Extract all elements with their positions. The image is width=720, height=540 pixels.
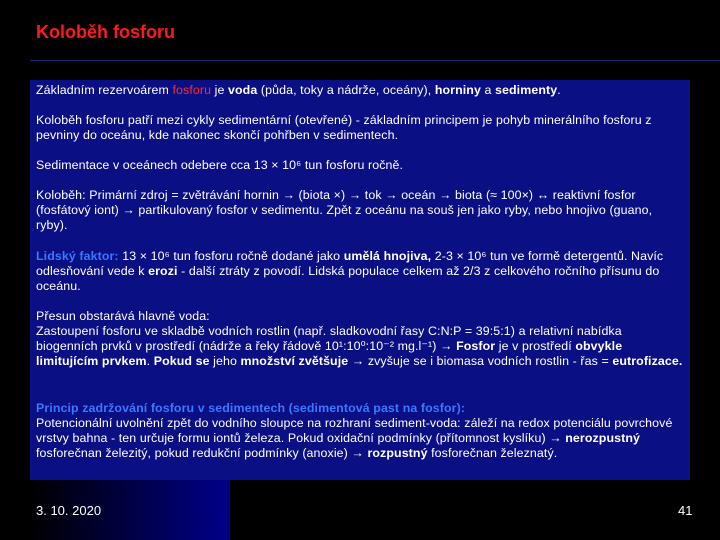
footer-date: 3. 10. 2020 — [36, 503, 102, 518]
paragraph-cycle-type: Koloběh fosforu patří mezi cykly sedimentární (otevřené) - základním principem je pohyb minerálního fosforu z pevniny do oceánu, kde nakonec skončí pohřben v sedimentech. — [36, 113, 652, 142]
left-margin — [0, 80, 30, 540]
paragraph-transport: Přesun obstarává hlavně voda: Zastoupení fosforu ve skladbě vodních rostlin (např. sladkovodní řasy C:N:P = 39:5:1) a relativní nabídka biogenních prvků v prostředí (nádrže a řeky řádově 10¹:10⁰:10⁻² mg.l⁻¹) → Fosfor je v prostředí obvykle limitujícím prvkem. Pokud se jeho množství zvětšuje → zvyšuje se i biomasa vodních rostlin - řas = eutrofizace. — [36, 309, 683, 368]
paragraph-cycle: Koloběh: Primární zdroj = zvětrávání hornin → (biota ×) → tok → oceán → biota (≈ 100×) ↔ reaktivní fosfor (fosfátový iont) → partikulovaný fosfor v sedimentu. Zpět z oceánu na souš jen jako ryby, nebo hnojivo (guano, ryby). — [36, 188, 653, 232]
page-number: 41 — [678, 503, 693, 518]
title-divider — [30, 60, 720, 61]
paragraph-sediment-trap: Princip zadržování fosforu v sedimentech (sedimentová past na fosfor): Potencionální uvolnění zpět do vodního sloupce na rozhraní sediment-voda: záleží na redox potenciálu povrchové vrstvy bahna - ten určuje formu iontů železa. Pokud oxidační podmínky (přítomnost kyslíku) → nerozpustný fosforečnan železitý, pokud redukční podmínky (anoxie) → rozpustný fosforečnan železnatý. — [36, 401, 673, 460]
slide-title: Koloběh fosforu — [36, 22, 175, 42]
paragraph-sedimentation: Sedimentace v oceánech odebere cca 13 × 10⁶ tun fosforu ročně. — [36, 158, 404, 172]
paragraph-reservoirs: Základním rezervoárem fosforu je voda (půda, toky a nádrže, oceány), horniny a sedimenty. — [36, 83, 561, 97]
paragraph-human-factor: Lidský faktor: 13 × 10⁶ tun fosforu ročně dodané jako umělá hnojiva, 2-3 × 10⁶ tun ve formě detergentů. Navíc odlesňování vede k erozi - další ztráty z povodí. Lidská populace celkem až 2/3 z celkového ročního přísunu do oceánu. — [36, 249, 664, 293]
